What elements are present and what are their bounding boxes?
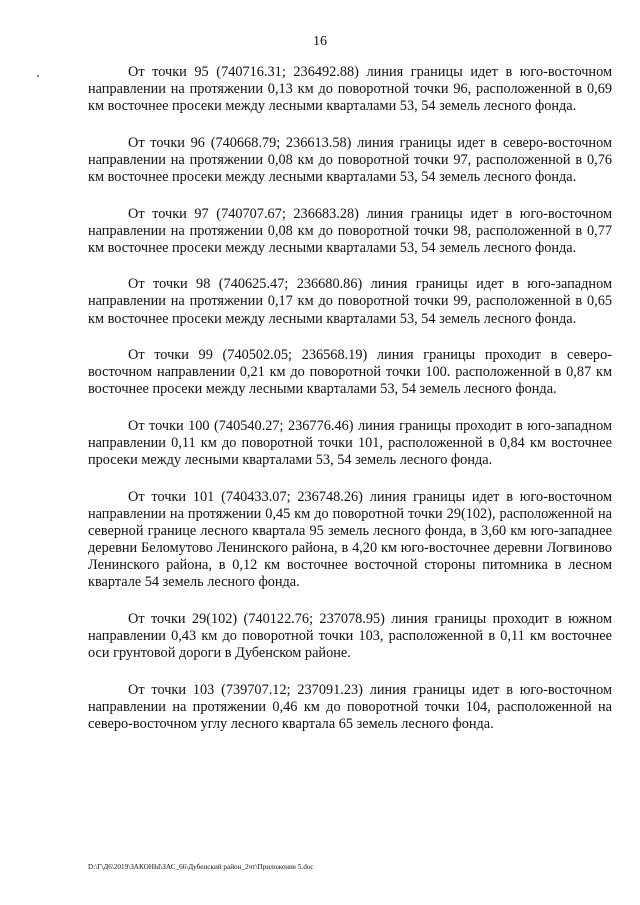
paragraph-point-96: От точки 96 (740668.79; 236613.58) линия границы идет в северо-восточном направлении на протяжении 0,08 км до поворотной точки 97, расположенной в 0,76 км восточнее просеки между лесными кварталами 53, 54 земель лесного фонда. [88,134,612,185]
page-number: 16 [313,34,327,49]
paragraph-point-98: От точки 98 (740625.47; 236680.86) линия границы идет в юго-западном направлении на протяжении 0,17 км до поворотной точки 99, расположенной в 0,65 км восточнее просеки между лесными кварталами 53, 54 земель лесного фонда. [88,276,612,327]
footer-file-path: D:\Г\Д6\2019\ЗАКОНЫ\ЗАС_66\Дубенский район_2чт\Приложение 5.doc [88,863,314,871]
paragraph-point-99: От точки 99 (740502.05; 236568.19) линия границы проходит в северо-восточном направлении 0,21 км до поворотной точки 100. расположенной в 0,87 км восточнее просеки между лесными кварталами 53, 54 земель лесного фонда. [88,347,612,398]
paragraph-point-97: От точки 97 (740707.67; 236683.28) линия границы идет в юго-восточном направлении на протяжении 0,08 км до поворотной точки 98, расположенной в 0,77 км восточнее просеки между лесными кварталами 53, 54 земель лесного фонда. [88,205,612,256]
paragraph-point-95: От точки 95 (740716.31; 236492.88) линия границы идет в юго-восточном направлении на протяжении 0,13 км до поворотной точки 96, расположенной в 0,69 км восточнее просеки между лесными кварталами 53, 54 земель лесного фонда. [88,64,612,115]
paragraph-point-103: От точки 103 (739707.12; 237091.23) линия границы идет в юго-восточном направлении на протяжении 0,46 км до поворотной точки 104, расположенной на северо-восточном углу лесного квартала 65 земель лесного фонда. [88,681,612,732]
paragraph-point-101: От точки 101 (740433.07; 236748.26) линия границы идет в юго-восточном направлении на протяжении 0,45 км до поворотной точки 29(102), расположенной на северной границе лесного квартала 95 земель лесного фонда, в 3,60 км юго-западнее деревни Беломутово Ленинского района, в 4,20 км юго-восточнее деревни Логвиново Ленинского района, в 0,12 км восточнее восточной стороны питомника в лесном квартале 54 земель лесного фонда. [88,488,612,591]
scan-speck [37,75,39,77]
paragraph-point-29-102: От точки 29(102) (740122.76; 237078.95) линия границы проходит в южном направлении 0,43 км до поворотной точки 103, расположенной в 0,11 км восточнее оси грунтовой дороги в Дубенском районе. [88,610,612,661]
document-body [88,64,612,752]
paragraph-point-100: От точки 100 (740540.27; 236776.46) линия границы проходит в юго-западном направлении 0,11 км до поворотной точки 101, расположенной в 0,84 км восточнее просеки между лесными кварталами 53, 54 земель лесного фонда. [88,417,612,469]
